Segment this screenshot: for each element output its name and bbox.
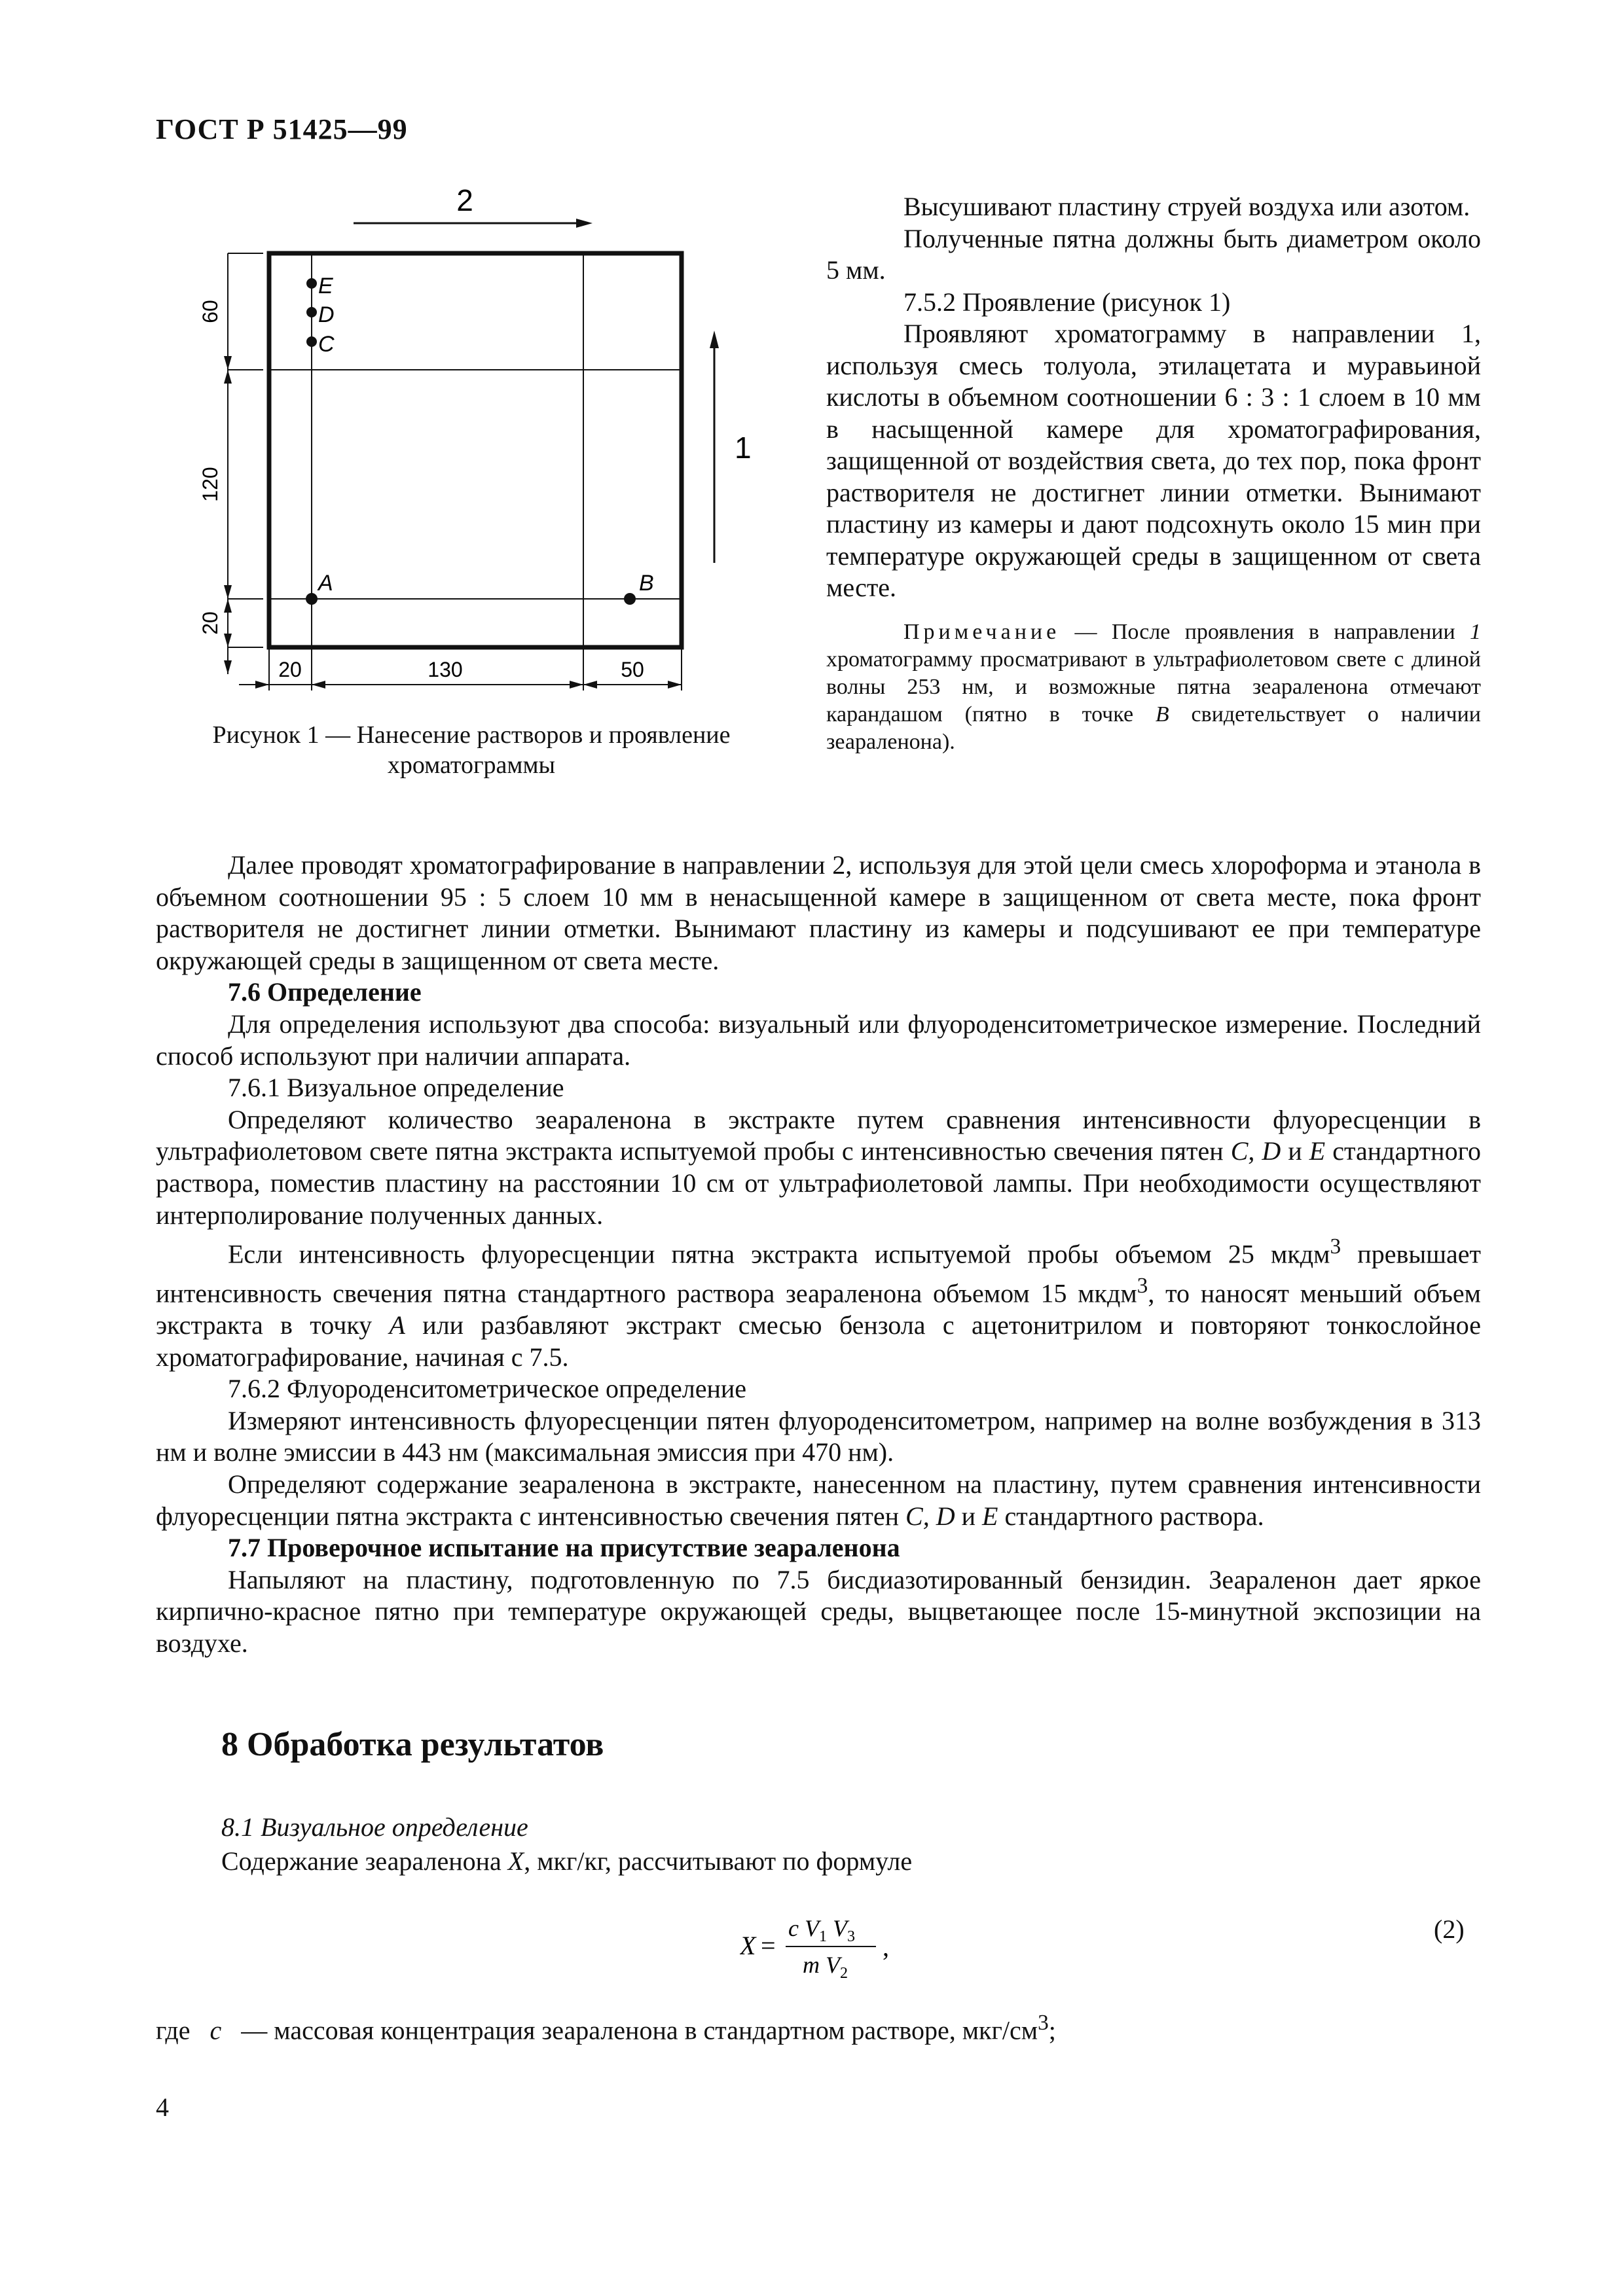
right-column xyxy=(826,191,1481,756)
superscript: 3 xyxy=(1038,2011,1049,2035)
dim-arrowhead xyxy=(224,599,232,613)
text: Определяют содержание зеараленона в экстракте, нанесенном на пластину, путем сравнения интенсивности флуоресценции пятна экстракта с интенсивностью свечения пятен xyxy=(156,1469,1481,1531)
dim-bottom-middle-label: 130 xyxy=(428,658,463,681)
where-line xyxy=(156,2011,1481,2045)
paragraph: Полученные пятна должны быть диаметром около 5 мм. xyxy=(826,223,1481,285)
subsection-heading-7-6-2: 7.6.2 Флуороденситометрическое определение xyxy=(228,1374,747,1404)
dim-bottom-left-label: 20 xyxy=(278,658,302,681)
note-italic: B xyxy=(1155,702,1169,726)
text: Если интенсивность флуоресценции пятна экстракта испытуемой пробы объемом 25 мкдм xyxy=(228,1239,1330,1269)
point-c xyxy=(306,336,317,347)
section-heading-7-6: 7.6 Определение xyxy=(228,977,422,1007)
italic-text: X xyxy=(507,1846,524,1876)
superscript: 3 xyxy=(1137,1274,1148,1299)
arrow-2-label: 2 xyxy=(456,183,473,217)
section-8-title: 8 Обработка результатов xyxy=(221,1726,604,1763)
formula-equals: = xyxy=(761,1931,776,1960)
text: стандартного раствора, поместив пластину на расстоянии 10 см от ультрафиолетовой лампы. При необходимости осуществляют интерполирование полученных данных. xyxy=(156,1136,1481,1230)
formula-comma: , xyxy=(883,1932,889,1962)
dim-arrowhead xyxy=(224,660,232,674)
superscript: 3 xyxy=(1330,1234,1341,1259)
italic-text: A xyxy=(389,1310,405,1340)
arrow-2-head xyxy=(576,219,593,228)
point-e xyxy=(306,278,317,289)
paragraph xyxy=(156,1104,1481,1231)
paragraph xyxy=(156,1231,1481,1373)
document-header: ГОСТ Р 51425—99 xyxy=(156,113,408,145)
point-a-label: A xyxy=(318,571,333,596)
paragraph: Далее проводят хроматографирование в направлении 2, используя для этой цели смесь хлороформа и этанола в объемном соотношении 95 : 5 слоем 10 мм в ненасыщенной камере в защищенном от света месте, пока фронт растворителя не достигнет линии отметки. Вынимают пластину из камеры и подсушивают ее при температуре окружающей среды в защищенном от света месте. xyxy=(156,850,1481,975)
arrow-1-label: 1 xyxy=(735,431,752,465)
paragraph: Высушивают пластину струей воздуха или азотом. xyxy=(903,192,1470,221)
formula-intro xyxy=(221,1846,912,1876)
dim-arrowhead xyxy=(224,356,232,370)
subsection-heading: 7.5.2 Проявление (рисунок 1) xyxy=(903,287,1231,317)
note-italic: 1 xyxy=(1470,619,1481,644)
dim-arrowhead xyxy=(570,681,583,689)
dim-bottom-right-label: 50 xyxy=(621,658,644,681)
paragraph: Для определения используют два способа: визуальный или флуороденситометрическое измерение. Последний способ используют при наличии аппарата. xyxy=(156,1009,1481,1071)
note-label: Примечание xyxy=(903,619,1061,644)
point-d-label: D xyxy=(318,302,335,327)
arrow-1-head xyxy=(710,331,719,348)
dim-arrowhead xyxy=(224,370,232,384)
point-a xyxy=(306,593,318,605)
point-c-label: C xyxy=(318,332,335,357)
dim-arrowhead xyxy=(583,681,597,689)
text: где xyxy=(156,2015,191,2045)
paragraph: Проявляют хроматограмму в направлении 1, используя смесь толуола, этилацетата и муравьиной кислоты в объемном соотношении 6 : 3 : 1 слоем в 10 мм в насыщенной камере для хроматографирования, защищенной от воздействия света, до тех пор, пока фронт растворителя не достигнет линии отметки. Вынимают пластину из камеры и дают подсохнуть около 15 мин при температуре окружающей среды в защищенном от света месте. xyxy=(826,319,1481,602)
dim-arrowhead xyxy=(312,681,325,689)
dim-arrowhead xyxy=(668,681,682,689)
text: , то наносят меньший объем экстракта в точку xyxy=(156,1278,1481,1340)
text: или разбавляют экстракт смесью бензола с ацетонитрилом и повторяют тонкослойное хроматографирование, начиная с 7.5. xyxy=(156,1310,1481,1372)
dim-arrowhead xyxy=(224,585,232,599)
point-e-label: E xyxy=(318,274,333,298)
dim-left-bottom-label: 20 xyxy=(198,611,222,635)
formula-numerator: c $V_1$ $V_3$ xyxy=(788,1915,855,1945)
text: Определяют количество зеараленона в экстракте путем сравнения интенсивности флуоресценции в ультрафиолетовом свете пятна экстракта испытуемой пробы с интенсивностью свечения пятен xyxy=(156,1104,1481,1166)
text: , мкг/кг, рассчитывают по формуле xyxy=(524,1846,913,1876)
page-number: 4 xyxy=(156,2092,169,2122)
formula-2 xyxy=(740,1910,910,1982)
italic-text: E xyxy=(1309,1136,1326,1166)
dim-arrowhead xyxy=(255,681,269,689)
section-heading-7-7: 7.7 Проверочное испытание на присутствие зеараленона xyxy=(228,1533,900,1563)
text: ; xyxy=(1048,2015,1056,2045)
paragraph xyxy=(156,1469,1481,1532)
text: Содержание зеараленона xyxy=(221,1846,508,1876)
text: превышает интенсивность свечения пятна стандартного раствора зеараленона объемом 15 мкдм xyxy=(156,1239,1481,1308)
text: и xyxy=(1281,1136,1309,1166)
point-b-label: B xyxy=(639,571,654,596)
point-b xyxy=(624,593,636,605)
paragraph: Измеряют интенсивность флуоресценции пятен флуороденситометром, например на волне возбуждения в 313 нм и волне эмиссии в 443 нм (максимальная эмиссия при 470 нм). xyxy=(156,1405,1481,1467)
italic-text: E xyxy=(982,1501,998,1531)
text: — массовая концентрация зеараленона в стандартном растворе, мкг/см xyxy=(234,2015,1038,2045)
subsection-8-1-title: 8.1 Визуальное определение xyxy=(221,1812,528,1842)
dim-left-middle-label: 120 xyxy=(198,467,222,502)
text: и xyxy=(955,1501,983,1531)
paragraph: Напыляют на пластину, подготовленную по 7.5 бисдиазотированный бензидин. Зеараленон дает яркое кирпично-красное пятно при температуре окружающей среды, выцветающее после 15-минутной экспозиции на воздухе. xyxy=(156,1564,1481,1658)
point-d xyxy=(306,307,317,317)
note-text: свидетельствует о наличии зеараленона). xyxy=(826,702,1481,754)
italic-text: c xyxy=(210,2015,222,2045)
equation-number: (2) xyxy=(1434,1914,1465,1944)
note-text: хроматограмму просматривают в ультрафиолетовом свете с длиной волны 253 нм, и возможные пятна зеараленона отмечают карандашом (пятно в точке xyxy=(826,647,1481,726)
figure-caption: Рисунок 1 — Нанесение растворов и проявление хроматограммы xyxy=(212,721,731,779)
formula-denominator: m $V_2$ xyxy=(803,1952,848,1982)
main-body xyxy=(156,850,1481,1660)
italic-text: C, D xyxy=(1230,1136,1281,1166)
note-text: — После проявления в направлении xyxy=(1060,619,1470,644)
dim-arrowhead xyxy=(224,634,232,647)
formula-x: X xyxy=(740,1931,756,1960)
dim-left-top-label: 60 xyxy=(198,300,222,323)
subsection-heading-7-6-1: 7.6.1 Визуальное определение xyxy=(228,1073,564,1103)
figure-1-diagram xyxy=(157,183,786,707)
note xyxy=(826,619,1481,756)
italic-text: C, D xyxy=(905,1501,955,1531)
text: стандартного раствора. xyxy=(998,1501,1264,1531)
